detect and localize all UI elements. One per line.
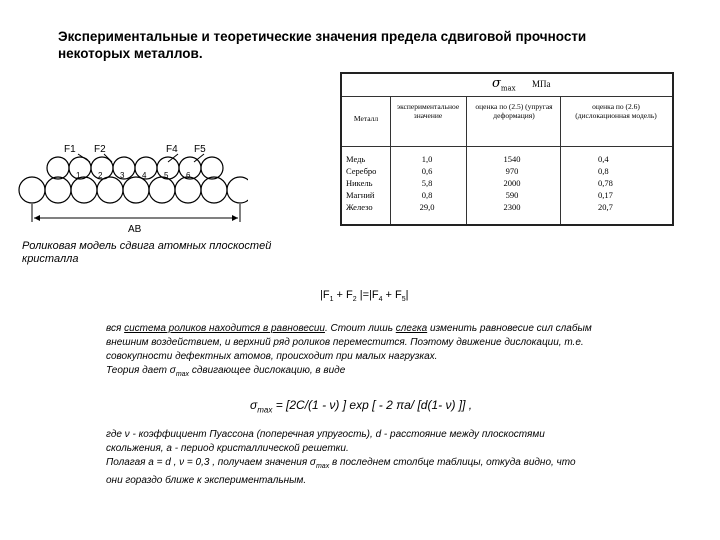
unit-label: МПа [532,79,551,89]
cell-disloc: 20,7 [598,202,613,212]
force-arrow-f1 [78,154,90,162]
para2-line-1: где ν - коэффициент Пуассона (поперечная упругость), d - расстояние между плоскостями [106,429,545,440]
col-divider [560,96,561,224]
atom-label: 2 [98,171,103,180]
cell-metal: Серебро [346,166,377,176]
shear-strength-table [340,72,674,226]
segment-label-ab: AB [128,224,142,235]
col-header-exp: экспериментальное значение [396,102,460,120]
force-label-f5: F5 [194,144,206,155]
page-title [58,28,658,62]
para1-line-3: совокупности дефектных атомов, происходит при малых нагрузках. [106,351,438,362]
para1-line-1: вся система роликов находится в равновесии. Стоит лишь слегка изменить равновесие сил слабым [106,323,592,334]
header-divider [342,146,672,147]
cell-elastic: 2000 [503,178,521,188]
roller-model-figure [18,140,248,240]
paragraph-equilibrium [106,322,636,382]
col-header-metal: Металл [353,114,379,123]
cell-disloc: 0,8 [598,166,609,176]
force-label-f1: F1 [64,144,76,155]
para2-line-2: скольжения, a - период кристаллической решетки. [106,443,349,454]
title-line-2: некоторых металлов. [58,46,203,61]
col-header-disloc: оценка по (2.6) (дислокационная модель) [575,102,657,120]
top-roller [201,157,223,179]
atom-label: 6 [186,171,191,180]
dim-arrow-left [34,215,40,221]
top-roller [47,157,69,179]
cell-disloc: 0,78 [598,178,613,188]
para2-line-3: Полагая a = d , ν = 0,3 , получаем значения $\sigma_{max}$ в последнем столбце таблицы, откуда видно, что [106,457,576,470]
cell-exp: 29,0 [419,202,435,212]
dim-arrow-right [232,215,238,221]
force-label-f4: F4 [166,144,178,155]
table-unit-header [342,74,672,97]
bottom-roller [45,177,71,203]
cell-exp: 1,0 [421,154,433,164]
para1-line-2: внешним воздействием, и верхний ряд роликов переместится. Поэтому движение дислокации, т.е. [106,337,584,348]
cell-elastic: 1540 [503,154,521,164]
force-balance-equation: $|F_1 + F_2$ $|=|F_4 + F_5|$ [320,289,409,304]
cell-disloc: 0,4 [598,154,609,164]
atom-label: 5 [164,171,169,180]
bottom-roller [201,177,227,203]
cell-metal: Медь [346,154,366,164]
bottom-roller [123,177,149,203]
paragraph-poisson [106,428,636,488]
cell-metal: Магний [346,190,375,200]
title-line-1: Экспериментальные и теоретические значения предела сдвиговой прочности [58,29,587,44]
atom-label: 1 [76,171,81,180]
atom-label: 3 [120,171,125,180]
bottom-roller [175,177,201,203]
cell-exp: 0,8 [421,190,433,200]
cell-elastic: 590 [505,190,519,200]
caption-line-2: кристалла [22,253,79,265]
caption-line-1: Роликовая модель сдвига атомных плоскостей [22,240,272,252]
col-divider [390,96,391,224]
cell-metal: Железо [346,202,373,212]
cell-disloc: 0,17 [598,190,613,200]
sigma-symbol: $\sigma_{max}$ [492,76,516,93]
cell-metal: Никель [346,178,373,188]
cell-exp: 0,6 [421,166,433,176]
atom-label: 4 [142,171,147,180]
bottom-roller [227,177,248,203]
bottom-roller [19,177,45,203]
figure-caption [22,240,342,266]
cell-exp: 5,8 [421,178,433,188]
sigma-max-formula: $\sigma_{max} = [2C/(1 - \nu)$ ] exp [ - 2 πa/ [d(1- ν) ]] , [250,398,473,415]
bottom-roller [97,177,123,203]
bottom-roller [71,177,97,203]
para1-line-4: Теория дает $\sigma_{max}$ сдвигающее дислокацию, в виде [106,365,346,378]
col-divider [466,96,467,224]
cell-elastic: 970 [505,166,519,176]
col-header-elastic: оценка по (2.5) (упругая деформация) [475,102,553,120]
force-label-f2: F2 [94,144,106,155]
cell-elastic: 2300 [503,202,521,212]
bottom-roller [149,177,175,203]
para2-line-4: они гораздо ближе к экспериментальным. [106,475,307,486]
